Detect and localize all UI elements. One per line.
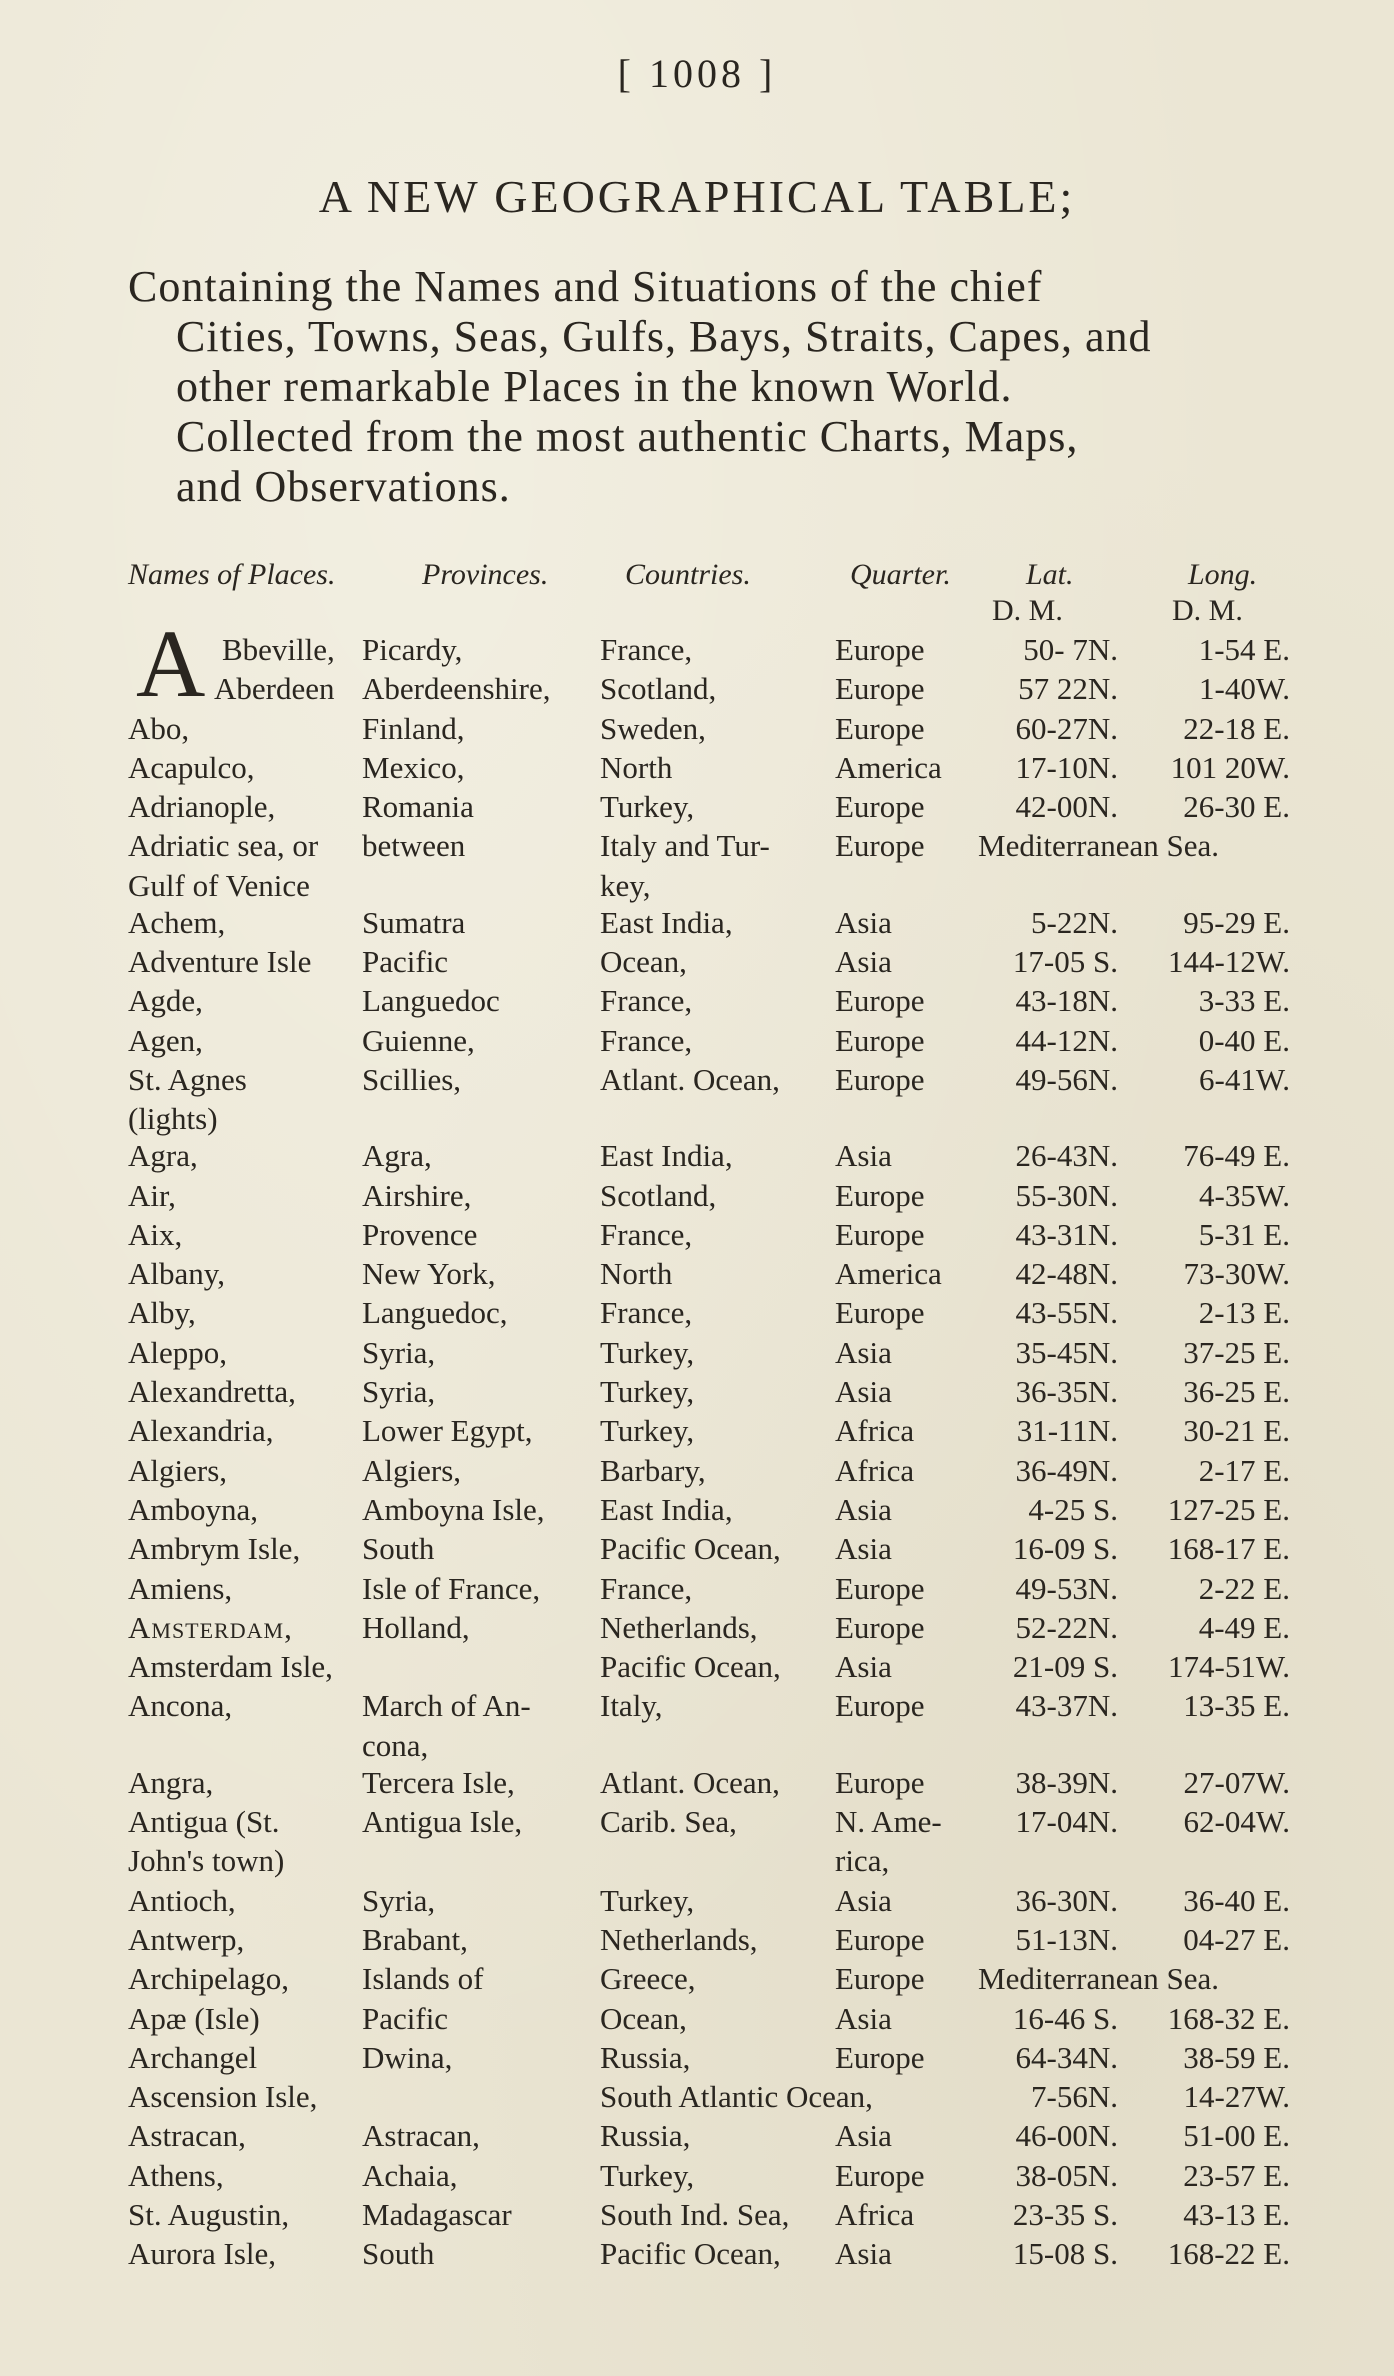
quarter: Europe	[835, 1688, 925, 1724]
country: Turkey,	[600, 789, 695, 825]
quarter: Africa	[835, 2196, 915, 2232]
province: Algiers,	[362, 1452, 462, 1488]
country: Italy,	[600, 1688, 663, 1724]
table-row	[0, 1728, 1394, 1765]
table-row	[0, 905, 1394, 944]
table-row	[0, 1023, 1394, 1062]
longitude: 14-27W.	[1183, 2079, 1290, 2115]
country: France,	[600, 632, 693, 667]
place-name: Ascension Isle,	[128, 2079, 318, 2115]
latitude: 5-22N.	[1031, 904, 1118, 940]
table-row	[0, 1178, 1394, 1217]
quarter: Europe	[835, 1177, 925, 1213]
longitude: 5-31 E.	[1198, 1216, 1290, 1252]
latitude: 36-30N.	[1015, 1882, 1118, 1918]
province: Syria,	[362, 1374, 436, 1410]
table-row	[0, 1922, 1394, 1961]
longitude: 76-49 E.	[1183, 1138, 1290, 1174]
province: March of An-	[362, 1688, 531, 1724]
quarter: Europe	[835, 1216, 925, 1252]
place-name: Aberdeen	[214, 671, 335, 707]
place-name: John's town)	[128, 1843, 285, 1879]
place-name: (lights)	[128, 1101, 218, 1137]
latitude: 7-56N.	[1031, 2079, 1118, 2115]
country: East India,	[600, 1138, 733, 1174]
country: Turkey,	[600, 1882, 695, 1918]
latitude: 38-05N.	[1015, 2157, 1118, 2193]
quarter: America	[835, 749, 942, 785]
province: Aberdeenshire,	[362, 671, 551, 707]
longitude: 51-00 E.	[1183, 2118, 1290, 2154]
country: Turkey,	[600, 2157, 695, 2193]
place-name: Athens,	[128, 2157, 224, 2193]
place-name: St. Agnes	[128, 1061, 247, 1097]
table-row	[0, 868, 1394, 905]
longitude: 3-33 E.	[1198, 983, 1290, 1019]
latitude: 44-12N.	[1015, 1022, 1118, 1058]
table-row	[0, 1492, 1394, 1531]
quarter: Europe	[835, 632, 925, 667]
province: Lower Egypt,	[362, 1413, 533, 1449]
province: cona,	[362, 1727, 429, 1763]
country: Barbary,	[600, 1452, 706, 1488]
longitude: 2-22 E.	[1198, 1570, 1290, 1606]
column-header-names: Names of Places.	[128, 558, 336, 591]
province: Pacific	[362, 2000, 449, 2036]
longitude: 36-25 E.	[1183, 1374, 1290, 1410]
longitude: 174-51W.	[1168, 1649, 1290, 1685]
place-name: Gulf of Venice	[128, 867, 310, 903]
table-row	[0, 2236, 1394, 2275]
country: Russia,	[600, 2039, 691, 2075]
column-header-long: Long.	[1188, 558, 1258, 591]
table-row	[0, 1335, 1394, 1374]
latitude: 16-09 S.	[1012, 1531, 1118, 1567]
country: Pacific Ocean,	[600, 1531, 781, 1567]
place-name: Alby,	[128, 1295, 196, 1331]
place-name: Archangel	[128, 2039, 258, 2075]
table-row	[0, 1883, 1394, 1922]
province: Languedoc,	[362, 1295, 508, 1331]
country: Russia,	[600, 2118, 691, 2154]
longitude: 0-40 E.	[1198, 1022, 1290, 1058]
column-header-countries: Countries.	[625, 558, 751, 591]
table-row	[0, 1217, 1394, 1256]
quarter: Africa	[835, 1413, 915, 1449]
subtitle-line-3: other remarkable Places in the known World.	[176, 362, 1013, 411]
place-name: Adriatic sea, or	[128, 828, 319, 864]
longitude: 22-18 E.	[1183, 710, 1290, 746]
latitude: 43-18N.	[1015, 983, 1118, 1019]
longitude: 2-17 E.	[1198, 1452, 1290, 1488]
subtitle	[128, 262, 1298, 512]
table-row	[0, 750, 1394, 789]
place-name: Astracan,	[128, 2118, 246, 2154]
place-name: Air,	[128, 1177, 176, 1213]
province: Scillies,	[362, 1061, 462, 1097]
latitude: 46-00N.	[1015, 2118, 1118, 2154]
place-name: Aix,	[128, 1216, 183, 1252]
country: France,	[600, 1570, 693, 1606]
longitude: 30-21 E.	[1183, 1413, 1290, 1449]
province: between	[362, 828, 466, 864]
longitude: 168-17 E.	[1167, 1531, 1290, 1567]
quarter: Europe	[835, 1961, 925, 1997]
province: New York,	[362, 1256, 496, 1292]
place-name: Abo,	[128, 710, 190, 746]
quarter: Africa	[835, 1452, 915, 1488]
province: Mexico,	[362, 749, 465, 785]
quarter: Asia	[835, 1334, 892, 1370]
longitude: 27-07W.	[1183, 1764, 1290, 1800]
sea-note: Mediterranean Sea.	[978, 1961, 1219, 1997]
quarter: Asia	[835, 1374, 892, 1410]
country: Turkey,	[600, 1374, 695, 1410]
country: France,	[600, 1216, 693, 1252]
place-name: Antwerp,	[128, 1921, 245, 1957]
place-name: Apæ (Isle)	[128, 2000, 260, 2036]
place-name: Amiens,	[128, 1570, 233, 1606]
place-name: Achem,	[128, 904, 226, 940]
longitude: 101 20W.	[1170, 749, 1290, 785]
country: Turkey,	[600, 1334, 695, 1370]
latitude: 42-00N.	[1015, 789, 1118, 825]
column-subheader-lat: D. M.	[992, 594, 1063, 627]
latitude: 43-55N.	[1015, 1295, 1118, 1331]
table-row	[0, 1649, 1394, 1688]
place-name: St. Augustin,	[128, 2196, 290, 2232]
place-name: Agde,	[128, 983, 203, 1019]
country: Ocean,	[600, 2000, 687, 2036]
table-row	[0, 671, 1394, 710]
table-row	[0, 1295, 1394, 1334]
sea-note: Mediterranean Sea.	[978, 828, 1219, 864]
country: key,	[600, 867, 651, 903]
country: Ocean,	[600, 944, 687, 980]
place-name: Adrianople,	[128, 789, 276, 825]
table-row	[0, 2118, 1394, 2157]
longitude: 4-49 E.	[1198, 1609, 1290, 1645]
longitude: 13-35 E.	[1183, 1688, 1290, 1724]
latitude: 64-34N.	[1015, 2039, 1118, 2075]
province: Provence	[362, 1216, 478, 1252]
longitude: 38-59 E.	[1183, 2039, 1290, 2075]
quarter: Europe	[835, 1570, 925, 1606]
latitude: 60-27N.	[1015, 710, 1118, 746]
latitude: 21-09 S.	[1012, 1649, 1118, 1685]
country: South Ind. Sea,	[600, 2196, 790, 2232]
place-name: Alexandria,	[128, 1413, 274, 1449]
quarter: Europe	[835, 671, 925, 707]
table-row	[0, 2197, 1394, 2236]
table-row	[0, 1101, 1394, 1138]
gazetteer-table	[0, 632, 1394, 2276]
quarter: Europe	[835, 2157, 925, 2193]
province: Romania	[362, 789, 474, 825]
longitude: 23-57 E.	[1183, 2157, 1290, 2193]
column-header-quarter: Quarter.	[850, 558, 951, 591]
latitude: 43-37N.	[1015, 1688, 1118, 1724]
quarter: Europe	[835, 710, 925, 746]
place-name: Antioch,	[128, 1882, 236, 1918]
country: Sweden,	[600, 710, 706, 746]
province: Antigua Isle,	[362, 1804, 523, 1840]
table-row	[0, 789, 1394, 828]
province: Tercera Isle,	[362, 1764, 515, 1800]
quarter: Asia	[835, 2236, 892, 2272]
place-name: Angra,	[128, 1764, 214, 1800]
province: Madagascar	[362, 2196, 512, 2232]
latitude: 17-10N.	[1015, 749, 1118, 785]
quarter: Europe	[835, 1022, 925, 1058]
country: Scotland,	[600, 671, 717, 707]
latitude: 36-49N.	[1015, 1452, 1118, 1488]
quarter: Asia	[835, 2118, 892, 2154]
table-row	[0, 1688, 1394, 1727]
longitude: 4-35W.	[1199, 1177, 1290, 1213]
subtitle-line-5: and Observations.	[176, 462, 511, 511]
province: Languedoc	[362, 983, 500, 1019]
longitude: 43-13 E.	[1183, 2196, 1290, 2232]
latitude: 50- 7N.	[1023, 632, 1118, 667]
quarter: Asia	[835, 1531, 892, 1567]
quarter: Asia	[835, 1138, 892, 1174]
country: East India,	[600, 1491, 733, 1527]
country: Carib. Sea,	[600, 1804, 737, 1840]
place-name: Ancona,	[128, 1688, 233, 1724]
province: Picardy,	[362, 632, 463, 667]
country: Greece,	[600, 1961, 696, 1997]
latitude: 17-05 S.	[1012, 944, 1118, 980]
latitude: 35-45N.	[1015, 1334, 1118, 1370]
quarter: Asia	[835, 944, 892, 980]
quarter: Asia	[835, 2000, 892, 2036]
province: South	[362, 2236, 435, 2272]
place-name: Ambrym Isle,	[128, 1531, 301, 1567]
page-number: [ 1008 ]	[617, 51, 777, 96]
table-row	[0, 1765, 1394, 1804]
latitude: 49-53N.	[1015, 1570, 1118, 1606]
country: Atlant. Ocean,	[600, 1764, 780, 1800]
longitude: 26-30 E.	[1183, 789, 1290, 825]
country: Italy and Tur-	[600, 828, 770, 864]
latitude: 42-48N.	[1015, 1256, 1118, 1292]
longitude: 168-32 E.	[1167, 2000, 1290, 2036]
place-name: Aleppo,	[128, 1334, 228, 1370]
latitude: 43-31N.	[1015, 1216, 1118, 1252]
province: Amboyna Isle,	[362, 1491, 545, 1527]
table-row	[0, 1453, 1394, 1492]
province: Astracan,	[362, 2118, 480, 2154]
place-name: Agra,	[128, 1138, 198, 1174]
table-row	[0, 1571, 1394, 1610]
page-title: A NEW GEOGRAPHICAL TABLE;	[318, 171, 1076, 222]
quarter: Asia	[835, 1491, 892, 1527]
latitude: 38-39N.	[1015, 1764, 1118, 1800]
country: South Atlantic Ocean,	[600, 2079, 873, 2115]
quarter: Europe	[835, 1921, 925, 1957]
table-row	[0, 1531, 1394, 1570]
subtitle-line-2: Cities, Towns, Seas, Gulfs, Bays, Straits, Capes, and	[176, 312, 1152, 361]
province: Achaia,	[362, 2157, 458, 2193]
latitude: 16-46 S.	[1012, 2000, 1118, 2036]
province: Airshire,	[362, 1177, 472, 1213]
place-name: Albany,	[128, 1256, 225, 1292]
place-name: Amboyna,	[128, 1491, 259, 1527]
province: Holland,	[362, 1609, 470, 1645]
latitude: 4-25 S.	[1028, 1491, 1118, 1527]
country: Atlant. Ocean,	[600, 1061, 780, 1097]
table-row	[0, 711, 1394, 750]
country: North	[600, 749, 673, 785]
country: Turkey,	[600, 1413, 695, 1449]
quarter: Asia	[835, 904, 892, 940]
latitude: 31-11N.	[1016, 1413, 1118, 1449]
longitude: 37-25 E.	[1183, 1334, 1290, 1370]
table-row	[0, 2001, 1394, 2040]
country: Netherlands,	[600, 1609, 758, 1645]
table-row	[0, 1062, 1394, 1101]
province: Islands of	[362, 1961, 484, 1997]
longitude: 6-41W.	[1199, 1061, 1290, 1097]
table-row	[0, 1413, 1394, 1452]
latitude: 51-13N.	[1015, 1921, 1118, 1957]
table-row	[0, 944, 1394, 983]
province: Guienne,	[362, 1022, 475, 1058]
province: Isle of France,	[362, 1570, 541, 1606]
province: Brabant,	[362, 1921, 468, 1957]
place-name: Aurora Isle,	[128, 2236, 277, 2272]
place-name: Bbeville,	[222, 632, 335, 667]
place-name: Alexandretta,	[128, 1374, 296, 1410]
quarter: Europe	[835, 1061, 925, 1097]
province: Pacific	[362, 944, 449, 980]
longitude: 1-54 E.	[1198, 632, 1290, 667]
place-name: Algiers,	[128, 1452, 228, 1488]
column-header-provinces: Provinces.	[422, 558, 549, 591]
table-row	[0, 2040, 1394, 2079]
longitude: 144-12W.	[1168, 944, 1290, 980]
latitude: 15-08 S.	[1012, 2236, 1118, 2272]
province: South	[362, 1531, 435, 1567]
longitude: 62-04W.	[1183, 1804, 1290, 1840]
longitude: 36-40 E.	[1183, 1882, 1290, 1918]
province: Agra,	[362, 1138, 432, 1174]
place-name: Amsterdam Isle,	[128, 1649, 333, 1685]
latitude: 55-30N.	[1015, 1177, 1118, 1213]
latitude: 49-56N.	[1015, 1061, 1118, 1097]
place-name: Amsterdam,	[128, 1609, 293, 1645]
quarter: Europe	[835, 1609, 925, 1645]
country: Scotland,	[600, 1177, 717, 1213]
table-row	[0, 632, 1394, 671]
place-name: Agen,	[128, 1022, 203, 1058]
table-row	[0, 2079, 1394, 2118]
quarter: Europe	[835, 2039, 925, 2075]
province: Dwina,	[362, 2039, 453, 2075]
table-row	[0, 983, 1394, 1022]
quarter: N. Ame-	[835, 1804, 942, 1840]
longitude: 95-29 E.	[1183, 904, 1290, 940]
province: Syria,	[362, 1882, 436, 1918]
latitude: 17-04N.	[1015, 1804, 1118, 1840]
latitude: 36-35N.	[1015, 1374, 1118, 1410]
table-row	[0, 1843, 1394, 1882]
longitude: 73-30W.	[1183, 1256, 1290, 1292]
longitude: 2-13 E.	[1198, 1295, 1290, 1331]
latitude: 26-43N.	[1015, 1138, 1118, 1174]
province: Sumatra	[362, 904, 466, 940]
place-name: Acapulco,	[128, 749, 255, 785]
quarter: Europe	[835, 1764, 925, 1800]
place-name: Antigua (St.	[128, 1804, 280, 1840]
longitude: 04-27 E.	[1183, 1921, 1290, 1957]
table-row	[0, 828, 1394, 867]
table-row	[0, 1256, 1394, 1295]
column-subheader-long: D. M.	[1172, 594, 1243, 627]
quarter: Asia	[835, 1882, 892, 1918]
subtitle-line-1: Containing the Names and Situations of the chief	[128, 262, 1043, 311]
table-row	[0, 1804, 1394, 1843]
subtitle-line-4: Collected from the most authentic Charts, Maps,	[176, 412, 1079, 461]
table-row	[0, 1374, 1394, 1413]
longitude: 168-22 E.	[1167, 2236, 1290, 2272]
country: France,	[600, 1295, 693, 1331]
country: East India,	[600, 904, 733, 940]
quarter: rica,	[835, 1843, 890, 1879]
province: Syria,	[362, 1334, 436, 1370]
country: North	[600, 1256, 673, 1292]
drop-cap: A	[136, 610, 206, 717]
table-row	[0, 1610, 1394, 1649]
quarter: Asia	[835, 1649, 892, 1685]
province: Finland,	[362, 710, 465, 746]
quarter: Europe	[835, 828, 925, 864]
place-name: Archipelago,	[128, 1961, 289, 1997]
quarter: Europe	[835, 983, 925, 1019]
place-name: Adventure Isle	[128, 944, 312, 980]
country: France,	[600, 1022, 693, 1058]
country: Netherlands,	[600, 1921, 758, 1957]
table-row	[0, 1138, 1394, 1177]
table-row	[0, 1961, 1394, 2000]
table-row	[0, 2158, 1394, 2197]
column-header-lat: Lat.	[1026, 558, 1074, 591]
latitude: 52-22N.	[1015, 1609, 1118, 1645]
longitude: 127-25 E.	[1167, 1491, 1290, 1527]
quarter: Europe	[835, 1295, 925, 1331]
country: Pacific Ocean,	[600, 1649, 781, 1685]
latitude: 57 22N.	[1018, 671, 1118, 707]
quarter: Europe	[835, 789, 925, 825]
quarter: America	[835, 1256, 942, 1292]
country: France,	[600, 983, 693, 1019]
longitude: 1-40W.	[1199, 671, 1290, 707]
country: Pacific Ocean,	[600, 2236, 781, 2272]
latitude: 23-35 S.	[1012, 2196, 1118, 2232]
